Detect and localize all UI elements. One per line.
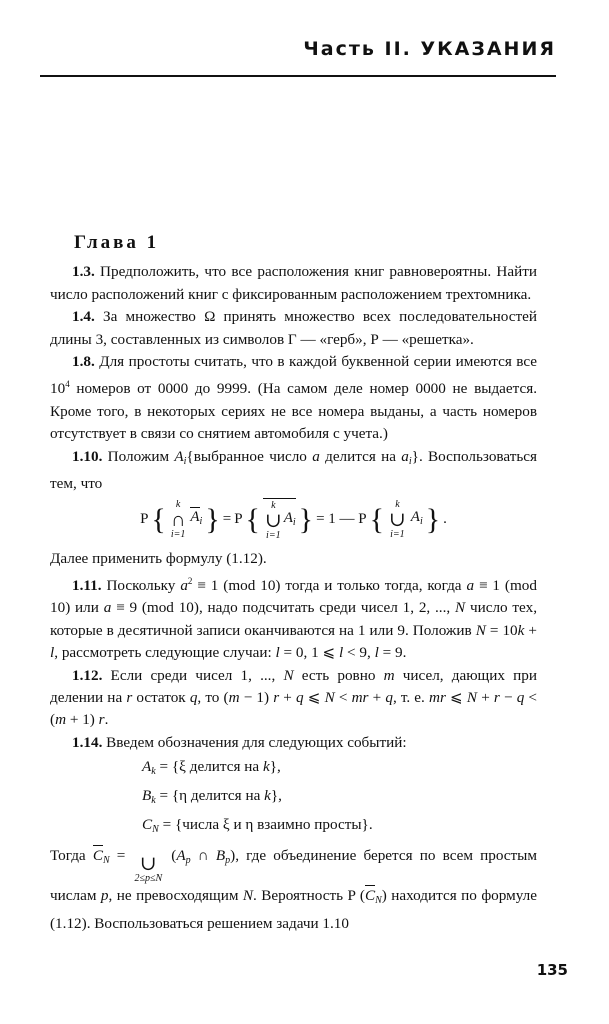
hint-number: 1.3. xyxy=(72,263,95,281)
hint-text: т. е. xyxy=(396,689,429,707)
hint-text: (mod 10), надо подсчитать среди чисел 1, 2, ..., xyxy=(137,599,455,617)
hint-1-12: 1.12. Если среди чисел 1, ..., N есть ровно m чисел, дающих при делении на r остаток q, то (m − 1) r + q ⩽ N < mr + q, т. е. mr ⩽ N + r − q < (m + 1) r. xyxy=(50,666,537,729)
lower-limit: i=1 xyxy=(170,528,186,540)
upper-limit: k xyxy=(395,498,400,510)
event-definition-a: $A_k = \{\xi$ делится на k}, xyxy=(142,758,281,778)
exponent: 4 xyxy=(65,379,70,390)
intersection-operator xyxy=(171,499,186,541)
hint-number: 1.11. xyxy=(72,577,102,594)
hint-text: Введем обозначения для следующих событий: xyxy=(106,733,407,751)
display-formula-1-10: P { k ∩ i=1 $A_i$ } = P { k ∪ i=1 $A_i$ } = 1 — P { k ∪ i=1 $A_i$ } . xyxy=(140,498,447,541)
period: . xyxy=(443,511,447,528)
hint-text: чисел, дающих при делении на xyxy=(50,666,537,707)
hint-text: . Вероятность P ( xyxy=(253,887,365,905)
upper-limit: k xyxy=(271,499,276,511)
header-rule xyxy=(40,75,556,77)
hint-text: , то xyxy=(197,689,224,707)
hint-text: , не превосходящим xyxy=(108,887,243,905)
hint-text: (mod 10) или xyxy=(50,577,537,617)
page-number: 135 xyxy=(536,961,568,979)
lower-limit: 2≤p≤N xyxy=(134,873,163,885)
prob-symbol: P xyxy=(234,511,243,528)
hint-1-14 xyxy=(50,732,537,754)
lower-limit: i=1 xyxy=(266,529,281,541)
hint-text: Если среди чисел 1, ..., xyxy=(110,666,284,684)
event-close: }, xyxy=(270,787,282,805)
hint-text: (mod 10) тогда и только тогда, когда xyxy=(218,577,467,594)
running-header: Часть II. УКАЗАНИЯ xyxy=(303,38,556,60)
right-brace: } xyxy=(205,502,220,536)
lower-limit: i=1 xyxy=(390,528,405,540)
hint-text: , рассмотреть следующие случаи: xyxy=(54,644,276,662)
hint-1-11: 1.11. Поскольку $a^2 \equiv 1$ (mod 10) тогда и только тогда, когда a ≡ 1 (mod 10) или a ≡ 9 (mod 10), надо подсчитать среди чисел 1, 2, ..., N число тех, которые в десятичной записи оканчиваются на 1 или 9. Положив N = 10k + l, рассмотреть следующие случаи: l = 0, 1 ⩽ l < 9, l = 9. xyxy=(50,575,537,662)
hint-1-8 xyxy=(50,351,537,446)
complement-bar: k ∪ i=1 $A_i$ xyxy=(264,499,296,541)
hint-text: ), где объединение берется по всем простым числам xyxy=(50,847,537,905)
right-brace: } xyxy=(425,502,441,536)
left-brace: { xyxy=(245,502,260,536)
event-text: = {числа ξ и η взаимно просты}. xyxy=(162,816,373,834)
hint-1-4 xyxy=(50,306,537,351)
hint-number: 1.10. xyxy=(72,447,103,465)
hint-1-3 xyxy=(50,261,537,306)
union-operator xyxy=(389,499,406,541)
hint-text: число тех, которые в десятичной записи оканчиваются на 1 или 9. Положив xyxy=(50,599,537,639)
right-brace: } xyxy=(298,502,314,536)
event-text: = {η делится на xyxy=(159,787,265,805)
hint-text: ) находится по формуле (1.12). Воспользоваться решением задачи 1.10 xyxy=(50,887,537,932)
hint-text: . xyxy=(402,644,407,662)
prob-symbol: P xyxy=(140,511,149,528)
hint-text: делится на xyxy=(319,447,402,465)
chapter-title: Глава 1 xyxy=(74,232,160,253)
cup-symbol: ∪ xyxy=(139,853,157,876)
hint-text: есть ровно xyxy=(293,666,384,684)
hint-text: остаток xyxy=(132,689,190,707)
apply-formula-line: Далее применить формулу (1.12). xyxy=(50,549,267,567)
left-brace: { xyxy=(151,502,166,536)
hint-number: 1.14. xyxy=(72,733,103,751)
hint-text-cont: номеров от 0000 до 9999. (На самом деле номер 0000 не выдается. Кроме того, в некоторых сериях не все номера выданы, а часть номеров отсутствует в связи со снятием автомобиля с учета.) xyxy=(50,380,537,443)
final-paragraph: Тогда $C_N$ = ∪ 2≤p≤N ($A_p$ ∩ $B_p$), где объединение берется по всем простым числам p, не превосходящим N. Вероятность P $(C_N)$ находится по формуле (1.12). Воспользоваться решением задачи 1.10 xyxy=(50,847,537,932)
hint-text: Поскольку xyxy=(106,577,181,594)
event-close: }, xyxy=(269,758,281,776)
hint-1-10: 1.10. Положим $A_i\{выбранное$ число a делится на $a_i$}. Воспользоваться тем, что xyxy=(50,447,538,493)
event-definition-c: $C_N$ = {числа ξ и η взаимно просты}. xyxy=(142,816,373,836)
hint-text: Положим xyxy=(107,447,175,465)
hint-text: {выбранное число xyxy=(186,447,313,465)
text-column xyxy=(50,232,537,935)
event-text: = {ξ делится на xyxy=(159,758,263,776)
one-minus: = 1 — P xyxy=(316,511,367,528)
hint-text: ( xyxy=(164,847,177,865)
cup-symbol: ∪ xyxy=(264,509,282,532)
upper-limit: k xyxy=(175,498,181,510)
hint-text: }. Воспользоваться тем, что xyxy=(50,447,538,493)
left-brace: { xyxy=(369,502,385,536)
union-operator xyxy=(134,855,162,885)
hint-text: Для простоты считать, что в каждой буквенной серии имеются все 10 xyxy=(50,353,538,398)
cup-symbol: ∪ xyxy=(389,508,406,531)
equals-sign: = xyxy=(222,511,232,528)
union-operator xyxy=(265,500,282,542)
hint-text: Тогда xyxy=(50,847,93,865)
cap-symbol: ∩ xyxy=(170,508,186,531)
hint-text: . xyxy=(104,711,109,729)
hint-number: 1.12. xyxy=(72,666,103,684)
event-definition-b: $B_k = \{\eta$ делится на k}, xyxy=(142,787,282,807)
hint-text: За множество Ω принять множество всех последовательностей длины 3, составленных из символов Г — «герб», Р — «решетка». xyxy=(50,308,537,348)
hint-text: Предположить, что все расположения книг равновероятны. Найти число расположений книг с фиксированным расположением трехтомника. xyxy=(50,263,538,303)
hint-number: 1.8. xyxy=(72,353,95,371)
hint-number: 1.4. xyxy=(72,308,95,326)
